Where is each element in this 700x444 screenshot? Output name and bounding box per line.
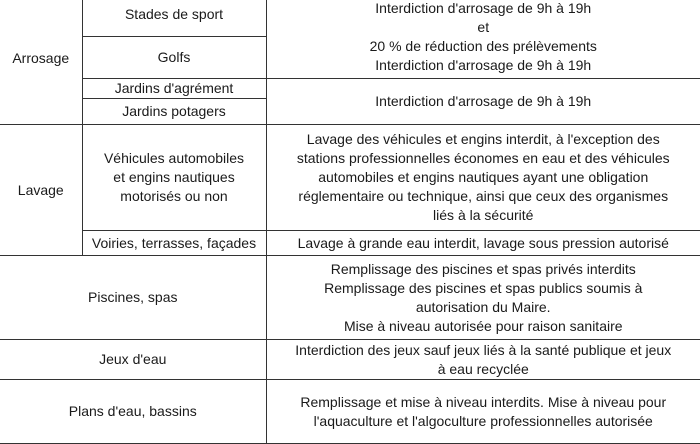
rule-jeux [266,340,700,380]
rule-vehicules [266,125,700,231]
rule-piscines [266,256,700,340]
rule-line: stations professionnelles économes en eau et des véhicules [296,150,670,166]
rule-line: Lavage des véhicules et engins interdit, à l'exception des [306,131,660,147]
category-piscines: Piscines, spas [0,256,266,340]
table-row-jardins-agrement [0,79,700,99]
usage-voiries: Voiries, terrasses, façades [82,231,266,256]
rule-line: Mise à niveau autorisée pour raison sanitaire [343,317,623,334]
table-row-vehicules [0,125,700,231]
table-row-voiries [0,231,700,256]
rule-jardins: Interdiction d'arrosage de 9h à 19h [266,79,700,125]
usage-line: motorisés ou non [120,188,228,204]
rule-line: Remplissage des piscines et spas privés interdits [330,260,636,277]
rule-line: 20 % de réduction des prélèvements [369,38,597,54]
rule-line: liés à la sécurité [433,207,534,223]
usage-jardins-potagers: Jardins potagers [82,99,266,125]
category-lavage: Lavage [0,125,82,256]
rule-line: l'aquaculture et l'algoculture professionnelles autorisée [313,412,653,429]
table-row-jeux [0,340,700,380]
rule-plans [266,380,700,444]
usage-line: Véhicules automobiles [103,150,245,166]
usage-vehicules [82,125,266,231]
usage-golfs: Golfs [82,37,266,79]
category-plans: Plans d'eau, bassins [0,380,266,444]
rule-line: automobiles et engins nautiques ayant une obligation [318,169,649,185]
table-row-plans [0,380,700,444]
rule-line: Interdiction d'arrosage de 9h à 19h [375,0,592,16]
rule-line: Interdiction d'arrosage de 9h à 19h [375,57,592,73]
rule-stades-golfs [266,0,700,79]
category-arrosage: Arrosage [0,0,82,125]
usage-stades: Stades de sport [82,0,266,37]
rule-line: Interdiction des jeux sauf jeux liés à la santé publique et jeux [295,341,672,358]
usage-jardins-agrement: Jardins d'agrément [82,79,266,99]
rule-line: réglementaire ou technique, ainsi que ceux des organismes [298,188,669,204]
usage-line: et engins nautiques [113,169,235,185]
rule-line: et [477,19,490,35]
rule-line: à eau recyclée [437,360,529,377]
rule-line: Remplissage des piscines et spas publics soumis à [324,279,643,296]
rule-voiries: Lavage à grande eau interdit, lavage sous pression autorisé [266,231,700,256]
table-row-piscines [0,256,700,340]
category-jeux: Jeux d'eau [0,340,266,380]
rule-line: Remplissage et mise à niveau interdits. Mise à niveau pour [300,393,667,410]
rule-line: autorisation du Maire. [415,298,551,315]
table-row-stades [0,0,700,37]
